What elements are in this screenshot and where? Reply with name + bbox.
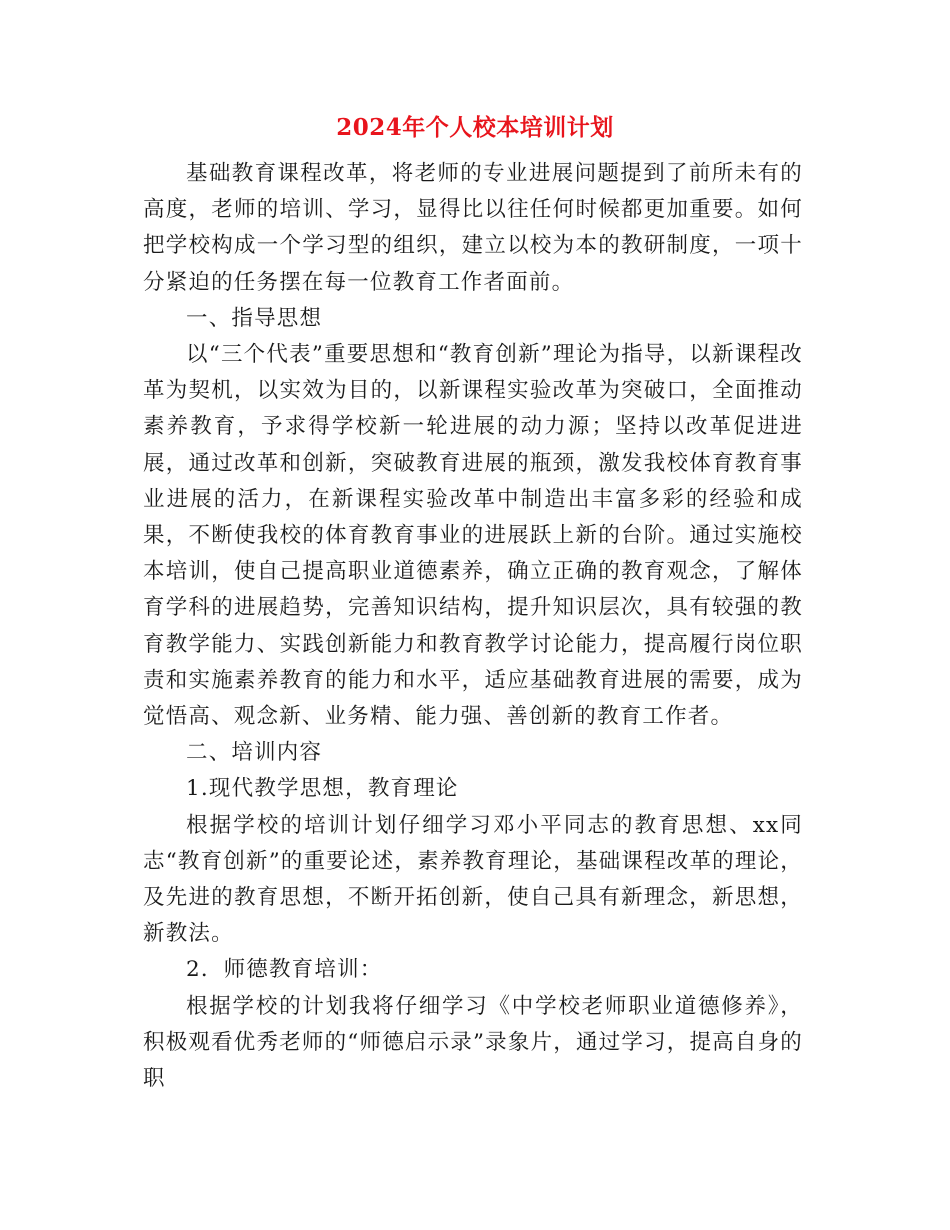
intro-paragraph: 基础教育课程改革，将老师的专业进展问题提到了前所未有的高度，老师的培训、学习，显得比以往任何时候都更加重要。如何把学校构成一个学习型的组织，建立以校为本的教研制度，一项十分紧迫的任务摆在每一位教育工作者面前。 [143, 161, 803, 295]
subheading-ethics-training: 2．师德教育培训： [186, 957, 383, 983]
modern-teaching-paragraph: 根据学校的培训计划仔细学习邓小平同志的教育思想、xx同志“教育创新”的重要论述，素养教育理论，基础课程改革的理论，及先进的教育思想，不断开拓创新，使自己具有新理念，新思想，新教法。 [143, 812, 803, 947]
ethics-training-paragraph: 根据学校的计划我将仔细学习《中学校老师职业道德修养》，积极观看优秀老师的“师德启示录”录象片，通过学习，提高自身的职 [143, 993, 803, 1092]
section-heading-guiding-ideology: 一、指导思想 [186, 305, 323, 331]
document-title: 2024年个人校本培训计划 [336, 114, 614, 141]
subheading-modern-teaching: 1.现代教学思想，教育理论 [186, 776, 459, 802]
document-body [143, 156, 803, 1097]
section-heading-training-content: 二、培训内容 [186, 740, 323, 766]
guiding-ideology-paragraph: 以“三个代表”重要思想和“教育创新”理论为指导，以新课程改革为契机，以实效为目的，以新课程实验改革为突破口，全面推动素养教育，予求得学校新一轮进展的动力源；坚持以改革促进进展，通过改革和创新，突破教育进展的瓶颈，激发我校体育教育事业进展的活力，在新课程实验改革中制造出丰富多彩的经验和成果，不断使我校的体育教育事业的进展跃上新的台阶。通过实施校本培训，使自己提高职业道德素养，确立正确的教育观念，了解体育学科的进展趋势，完善知识结构，提升知识层次，具有较强的教育教学能力、实践创新能力和教育教学讨论能力，提高履行岗位职责和实施素养教育的能力和水平，适应基础教育进展的需要，成为觉悟高、观念新、业务精、能力强、善创新的教育工作者。 [143, 342, 803, 730]
